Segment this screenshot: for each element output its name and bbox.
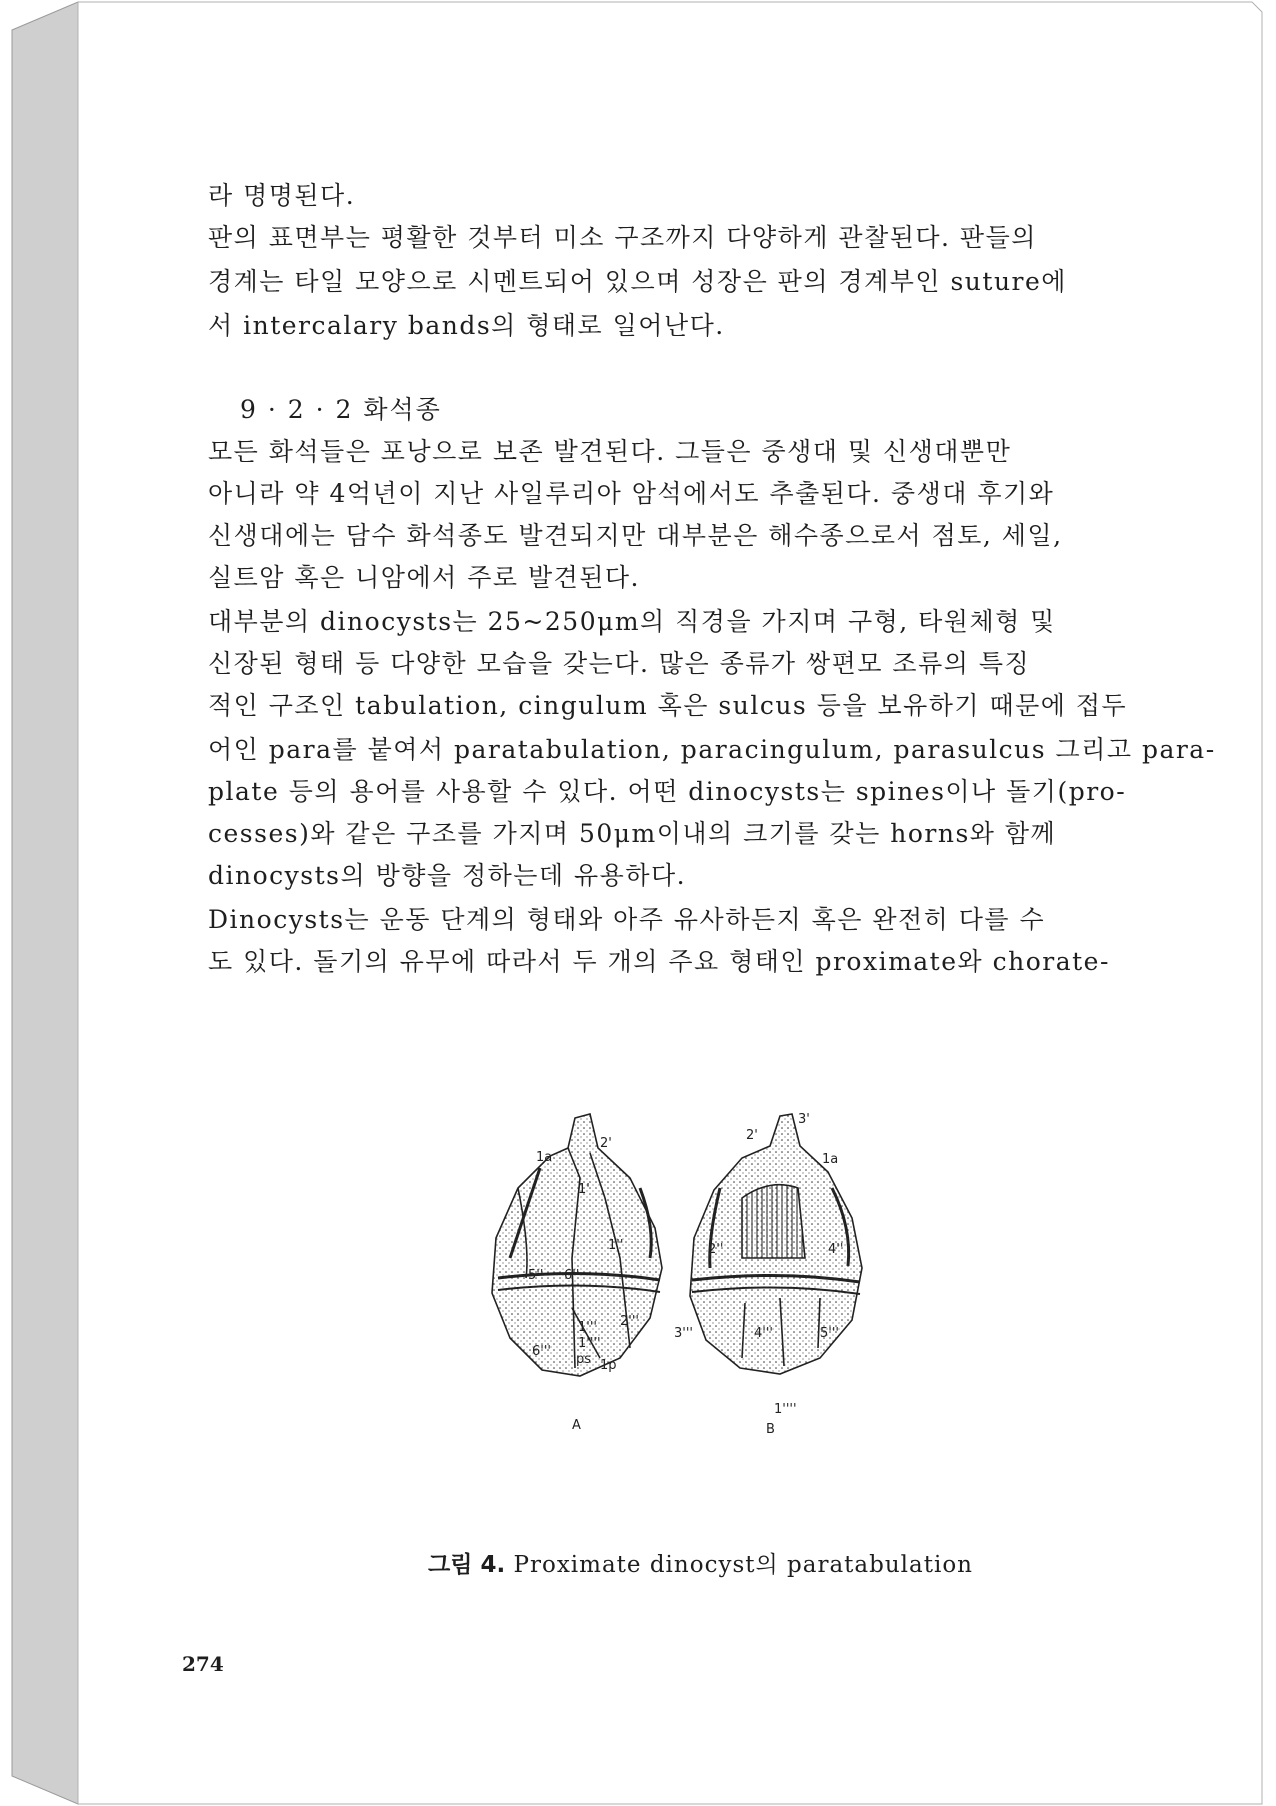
paragraph-line: 신생대에는 담수 화석종도 발견되지만 대부분은 해수종으로서 점토, 세일,	[208, 521, 1063, 550]
plate-label: 1p	[600, 1358, 617, 1373]
dinocyst-figure	[480, 1108, 880, 1438]
plate-label: 1a	[536, 1150, 553, 1165]
caption-prefix: 그림 4.	[428, 1552, 506, 1578]
plate-label: 4'''	[754, 1326, 773, 1341]
paragraph-line: plate 등의 용어를 사용할 수 있다. 어떤 dinocysts는 spines이나 돌기(pro-	[208, 777, 1127, 806]
plate-label: 1'''	[578, 1320, 597, 1335]
paragraph-line: Dinocysts는 운동 단계의 형태와 아주 유사하든지 혹은 완전히 다를 수	[208, 905, 1046, 934]
panel-label-b: B	[766, 1422, 775, 1437]
plate-label: 2'	[600, 1136, 612, 1151]
paragraph-line: 대부분의 dinocysts는 25~250μm의 직경을 가지며 구형, 타원체형 및	[208, 607, 1056, 636]
figure-caption	[428, 1546, 973, 1579]
paragraph-line: 도 있다. 돌기의 유무에 따라서 두 개의 주요 형태인 proximate와 chorate-	[208, 947, 1110, 976]
plate-label: 6''	[564, 1268, 580, 1283]
plate-label: 2'	[746, 1128, 758, 1143]
paragraph-line: dinocysts의 방향을 정하는데 유용하다.	[208, 861, 687, 890]
plate-label: 1''''	[578, 1336, 601, 1351]
plate-label: 1''''	[774, 1402, 797, 1417]
plate-label: 1''	[608, 1238, 624, 1253]
plate-label: 3'''	[674, 1326, 693, 1341]
plate-label: 5'''	[820, 1326, 839, 1341]
plate-label: 4''	[828, 1242, 844, 1257]
paragraph-line: 모든 화석들은 포낭으로 보존 발견된다. 그들은 중생대 및 신생대뿐만	[208, 437, 1012, 466]
section-heading: 9 · 2 · 2 화석종	[240, 395, 442, 424]
plate-label: 1a	[822, 1152, 839, 1167]
paragraph-line: 어인 para를 붙여서 paratabulation, paracingulum, parasulcus 그리고 para-	[208, 735, 1216, 764]
paragraph-line: 신장된 형태 등 다양한 모습을 갖는다. 많은 종류가 쌍편모 조류의 특징	[208, 649, 1031, 678]
plate-label: 2''	[708, 1242, 724, 1257]
paragraph-line: 서 intercalary bands의 형태로 일어난다.	[208, 311, 725, 340]
plate-label: 3'	[798, 1112, 810, 1127]
paragraph-line: 실트암 혹은 니암에서 주로 발견된다.	[208, 563, 640, 592]
paragraph-line: 아니라 약 4억년이 지난 사일루리아 암석에서도 추출된다. 중생대 후기와	[208, 479, 1055, 508]
page-number: 274	[182, 1652, 224, 1676]
paragraph-line: 판의 표면부는 평활한 것부터 미소 구조까지 다양하게 관찰된다. 판들의	[208, 223, 1037, 252]
paragraph-line: 경계는 타일 모양으로 시멘트되어 있으며 성장은 판의 경계부인 suture에	[208, 267, 1067, 296]
paragraph-line: cesses)와 같은 구조를 가지며 50μm이내의 크기를 갖는 horns와 함께	[208, 819, 1057, 848]
panel-label-a: A	[572, 1418, 581, 1433]
plate-label: 2'''	[620, 1314, 639, 1329]
plate-label: ps	[576, 1352, 592, 1367]
paragraph-line: 라 명명된다.	[208, 181, 356, 210]
plate-label: 1'	[578, 1182, 590, 1197]
paragraph-line: 적인 구조인 tabulation, cingulum 혹은 sulcus 등을 보유하기 때문에 접두	[208, 691, 1128, 720]
caption-text: Proximate dinocyst의 paratabulation	[505, 1552, 973, 1578]
cyst-a	[492, 1114, 662, 1376]
plate-label: 6'''	[532, 1344, 551, 1359]
plate-label: 5''	[528, 1268, 544, 1283]
